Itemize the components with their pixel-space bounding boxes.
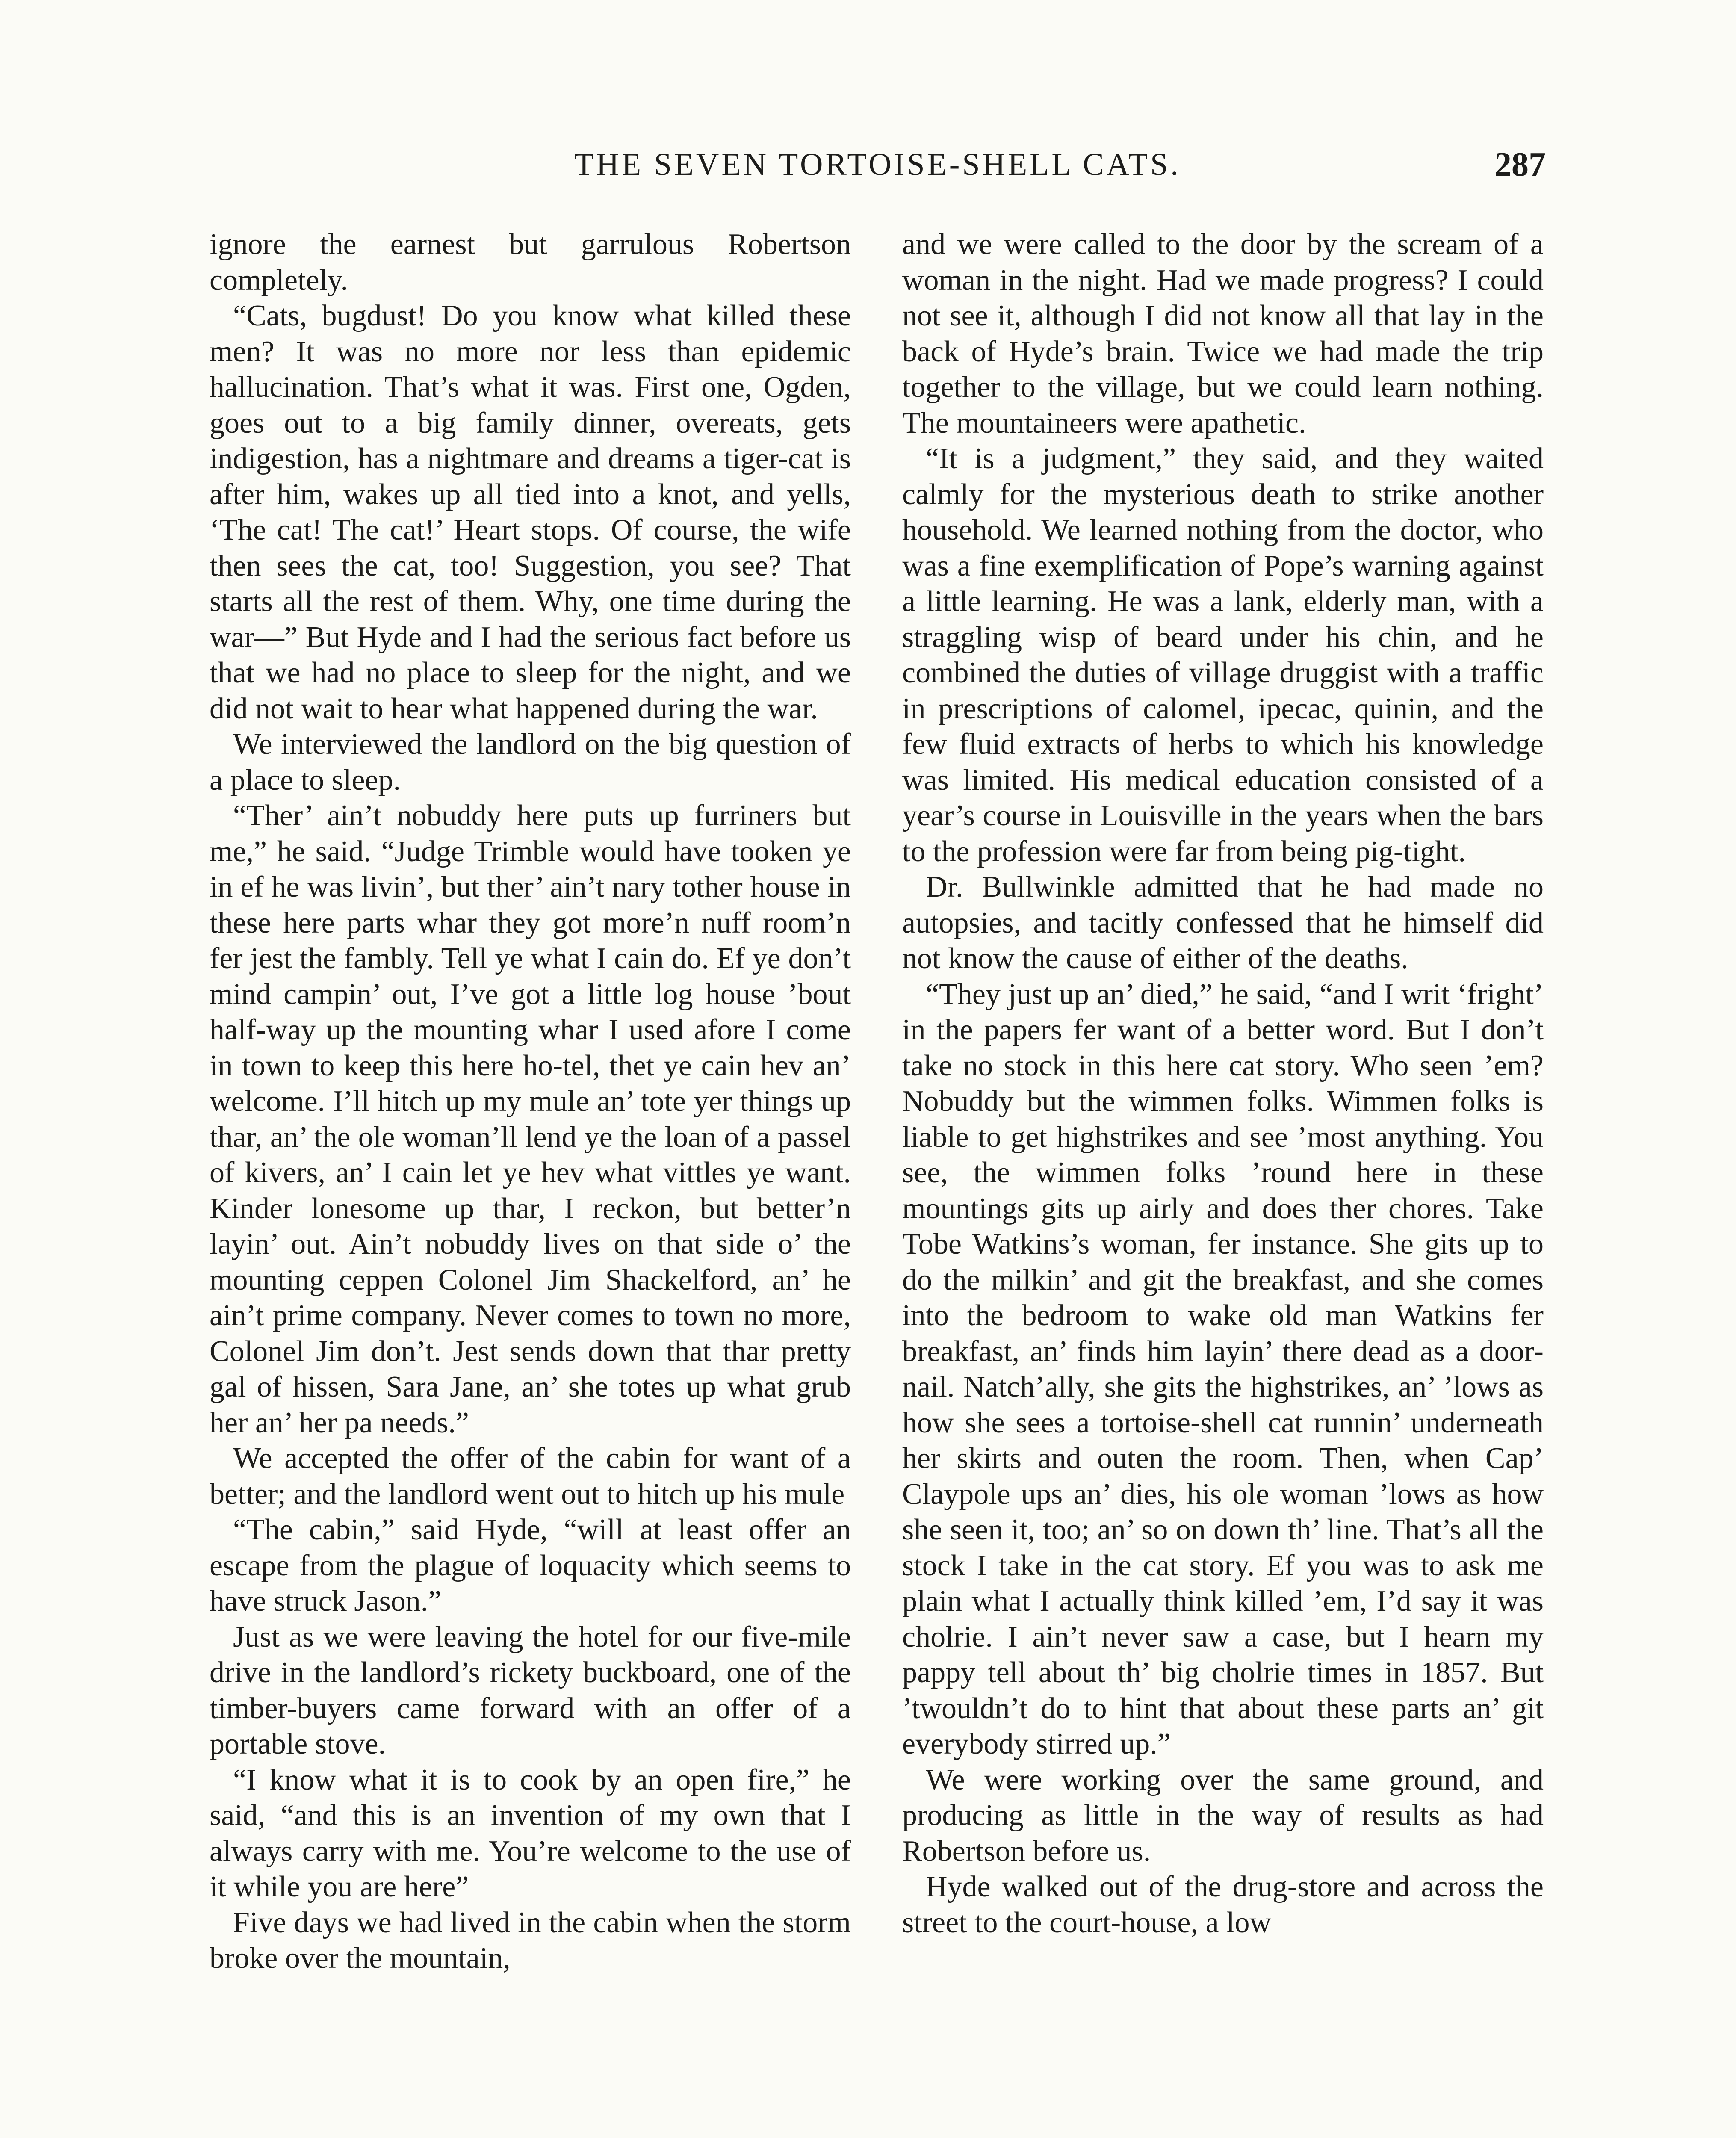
paragraph: Five days we had lived in the cabin when the storm broke over the mountain, — [210, 1906, 851, 1975]
paragraph: and we were called to the door by the scream of a woman in the night. Had we made progress? I could not see it, although I did not know all that lay in the back of Hyde’s brain. Twice we had made the trip together to the village, but we could learn nothing. The mountaineers were apathetic. — [902, 228, 1544, 440]
paragraph: We accepted the offer of the cabin for want of a better; and the landlord went out to hitch up his mule — [210, 1442, 851, 1511]
paragraph: “Ther’ ain’t nobuddy here puts up furriners but me,” he said. “Judge Trimble would have tooken ye in ef he was livin’, but ther’ ain’t nary tother house in these here parts whar they got more’n nuff room’n fer jest the fambly. Tell ye what I cain do. Ef ye don’t mind campin’ out, I’ve got a little log house ’bout half-way up the mounting whar I used afore I come in town to keep this here ho-tel, thet ye cain hev an’ welcome. I’ll hitch up my mule an’ tote yer things up thar, an’ the ole woman’ll lend ye the loan of a passel of kivers, an’ I cain let ye hev what vittles ye want. Kinder lonesome up thar, I reckon, but better’n layin’ out. Ain’t nobuddy lives on that side o’ the mounting ceppen Colonel Jim Shackelford, an’ he ain’t prime company. Never comes to town no more, Colonel Jim don’t. Jest sends down that thar pretty gal of hissen, Sara Jane, an’ she totes up what grub her an’ her pa needs.” — [210, 799, 851, 1439]
paragraph: “It is a judgment,” they said, and they waited calmly for the mysterious death to strike another household. We learned nothing from the doctor, who was a fine exemplification of Pope’s warning against a little learning. He was a lank, elderly man, with a straggling wisp of beard under his chin, and he combined the duties of village druggist with a traffic in prescriptions of calomel, ipecac, quinin, and the few fluid extracts of herbs to which his knowledge was limited. His medical education consisted of a year’s course in Louisville in the years when the bars to the profession were far from being pig-tight. — [902, 442, 1544, 868]
paragraph: “The cabin,” said Hyde, “will at least offer an escape from the plague of loquacity which seems to have struck Jason.” — [210, 1513, 851, 1618]
paragraph: We were working over the same ground, and producing as little in the way of results as had Robertson before us. — [902, 1763, 1544, 1868]
paragraph: Hyde walked out of the drug-store and across the street to the court-house, a low — [902, 1870, 1544, 1939]
paragraph: Dr. Bullwinkle admitted that he had made no autopsies, and tacitly confessed that he himself did not know the cause of either of the deaths. — [902, 871, 1544, 975]
page-header — [210, 141, 1546, 188]
running-title: THE SEVEN TORTOISE-SHELL CATS. — [574, 147, 1181, 182]
paragraph: ignore the earnest but garrulous Robertson completely. — [210, 228, 851, 297]
paragraph: We interviewed the landlord on the big question of a place to sleep. — [210, 728, 851, 797]
page-number: 287 — [1494, 146, 1546, 183]
paragraph: “They just up an’ died,” he said, “and I writ ‘fright’ in the papers fer want of a better word. But I don’t take no stock in this here cat story. Who seen ’em? Nobuddy but the wimmen folks. Wimmen folks is liable to get highstrikes and see ’most anything. You see, the wimmen folks ’round here in these mountings gits up airly and does ther chores. Take Tobe Watkins’s woman, fer instance. She gits up to do the milkin’ and git the breakfast, and she comes into the bedroom to wake old man Watkins fer breakfast, an’ finds him layin’ there dead as a door-nail. Natch’ally, she gits the highstrikes, an’ ’lows as how she sees a tortoise-shell cat runnin’ underneath her skirts and outen the room. Then, when Cap’ Claypole ups an’ dies, his ole woman ’lows as how she seen it, too; an’ so on down th’ line. That’s all the stock I take in the cat story. Ef you was to ask me plain what I actually think killed ’em, I’d say it was cholrie. I ain’t never saw a case, but I hearn my pappy tell about th’ big cholrie times in 1857. But ’twouldn’t do to hint that about these parts an’ git everybody stirred up.” — [902, 977, 1544, 1760]
paragraph: Just as we were leaving the hotel for our five-mile drive in the landlord’s rickety buckboard, one of the timber-buyers came forward with an offer of a portable stove. — [210, 1620, 851, 1760]
left-column — [210, 227, 851, 1976]
right-column — [902, 227, 1544, 1940]
paragraph: “Cats, bugdust! Do you know what killed these men? It was no more nor less than epidemic hallucination. That’s what it was. First one, Ogden, goes out to a big family dinner, overeats, gets indigestion, has a nightmare and dreams a tiger-cat is after him, wakes up all tied into a knot, and yells, ‘The cat! The cat!’ Heart stops. Of course, the wife then sees the cat, too! Suggestion, you see? That starts all the rest of them. Why, one time during the war—” But Hyde and I had the serious fact before us that we had no place to sleep for the night, and we did not wait to hear what happened during the war. — [210, 299, 851, 725]
paragraph: “I know what it is to cook by an open fire,” he said, “and this is an invention of my own that I always carry with me. You’re welcome to the use of it while you are here” — [210, 1763, 851, 1903]
